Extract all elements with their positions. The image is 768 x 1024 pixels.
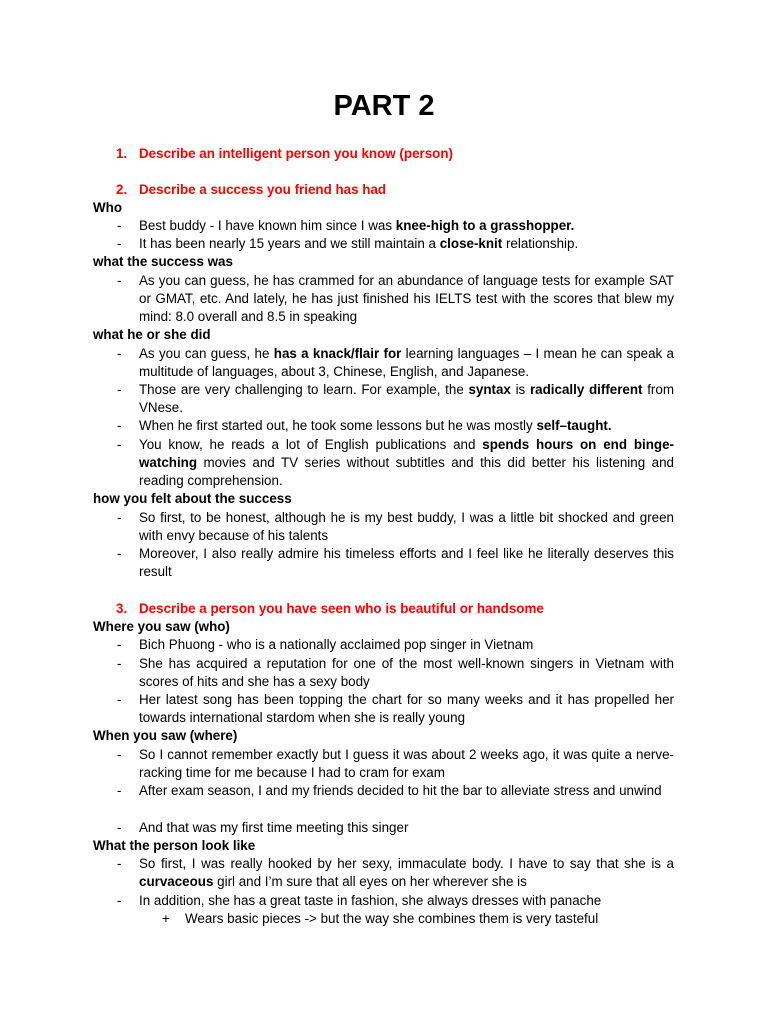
bullet-dash: - bbox=[117, 273, 122, 288]
bullet-dash: - bbox=[117, 510, 122, 525]
bullet-dash: - bbox=[117, 218, 122, 233]
q3-look-item-1: So first, I was really hooked by her sexy, immaculate body. I have to say that she is a curvaceous girl and I’m sure that all eyes on her wherever she is bbox=[139, 856, 674, 890]
q2-did-item-1: As you can guess, he has a knack/flair for learning languages – I mean he can speak a multitude of languages, about 3, Chinese, English, and Japanese. bbox=[139, 346, 674, 380]
bullet-dash: - bbox=[117, 546, 122, 561]
q3-where-item-2: After exam season, I and my friends decided to hit the bar to alleviate stress and unwind bbox=[139, 783, 662, 798]
q3-who-item-2: She has acquired a reputation for one of the most well-known singers in Vietnam with scores of hits and she has a sexy body bbox=[139, 656, 674, 690]
question-2-number: 2. bbox=[116, 182, 128, 197]
bullet-dash: - bbox=[117, 236, 122, 251]
q2-felt-item-2: Moreover, I also really admire his timeless efforts and I feel like he literally deserves this result bbox=[139, 546, 674, 580]
bullet-dash: - bbox=[117, 820, 122, 835]
q2-success-heading: what the success was bbox=[93, 254, 233, 269]
q2-felt-item-1: So first, to be honest, although he is my best buddy, I was a little bit shocked and green with envy because of his talents bbox=[139, 510, 674, 544]
q2-did-item-3: When he first started out, he took some lessons but he was mostly self–taught. bbox=[139, 418, 612, 433]
bullet-dash: - bbox=[117, 783, 122, 798]
q3-where-item-3: And that was my first time meeting this singer bbox=[139, 820, 409, 835]
question-1-text: Describe an intelligent person you know (person) bbox=[139, 146, 453, 161]
bullet-dash: - bbox=[117, 346, 122, 361]
question-3-text: Describe a person you have seen who is beautiful or handsome bbox=[139, 601, 544, 616]
question-1-number: 1. bbox=[116, 146, 128, 161]
q3-look-subitem-1: Wears basic pieces -> but the way she combines them is very tasteful bbox=[185, 911, 599, 926]
q2-who-item-2: It has been nearly 15 years and we still maintain a close-knit relationship. bbox=[139, 236, 579, 251]
q2-did-heading: what he or she did bbox=[93, 327, 211, 342]
bullet-dash: - bbox=[117, 418, 122, 433]
q3-look-heading: What the person look like bbox=[93, 838, 256, 853]
q3-where-heading: When you saw (where) bbox=[93, 728, 238, 743]
q2-did-item-4: You know, he reads a lot of English publications and spends hours on end binge-watching movies and TV series without subtitles and this did better his listening and reading comprehension. bbox=[139, 437, 674, 489]
q2-did-item-2: Those are very challenging to learn. For example, the syntax is radically different from VNese. bbox=[139, 382, 674, 416]
bullet-dash: - bbox=[117, 893, 122, 908]
bullet-dash: - bbox=[117, 656, 122, 671]
q3-who-heading: Where you saw (who) bbox=[93, 619, 230, 634]
q2-who-heading: Who bbox=[93, 200, 122, 215]
question-3-number: 3. bbox=[116, 601, 128, 616]
q2-who-item-1: Best buddy - I have known him since I was knee-high to a grasshopper. bbox=[139, 218, 575, 233]
bullet-dash: - bbox=[117, 856, 122, 871]
q3-where-item-1: So I cannot remember exactly but I guess it was about 2 weeks ago, it was quite a nerve-racking time for me because I had to cram for exam bbox=[139, 747, 674, 781]
bullet-plus: + bbox=[162, 911, 170, 926]
q3-look-item-2: In addition, she has a great taste in fashion, she always dresses with panache bbox=[139, 893, 602, 908]
bullet-dash: - bbox=[117, 437, 122, 452]
page-title: PART 2 bbox=[333, 90, 435, 122]
question-2-text: Describe a success you friend has had bbox=[139, 182, 387, 197]
q2-felt-heading: how you felt about the success bbox=[93, 491, 292, 506]
q3-who-item-3: Her latest song has been topping the chart for so many weeks and it has propelled her towards international stardom when she is really young bbox=[139, 692, 674, 726]
bullet-dash: - bbox=[117, 382, 122, 397]
bullet-dash: - bbox=[117, 637, 122, 652]
q2-success-item-1: As you can guess, he has crammed for an abundance of language tests for example SAT or GMAT, etc. And lately, he has just finished his IELTS test with the scores that blew my mind: 8.0 overall and 8.5 in speaking bbox=[139, 273, 674, 325]
q3-who-item-1: Bich Phuong - who is a nationally acclaimed pop singer in Vietnam bbox=[139, 637, 534, 652]
bullet-dash: - bbox=[117, 747, 122, 762]
bullet-dash: - bbox=[117, 692, 122, 707]
